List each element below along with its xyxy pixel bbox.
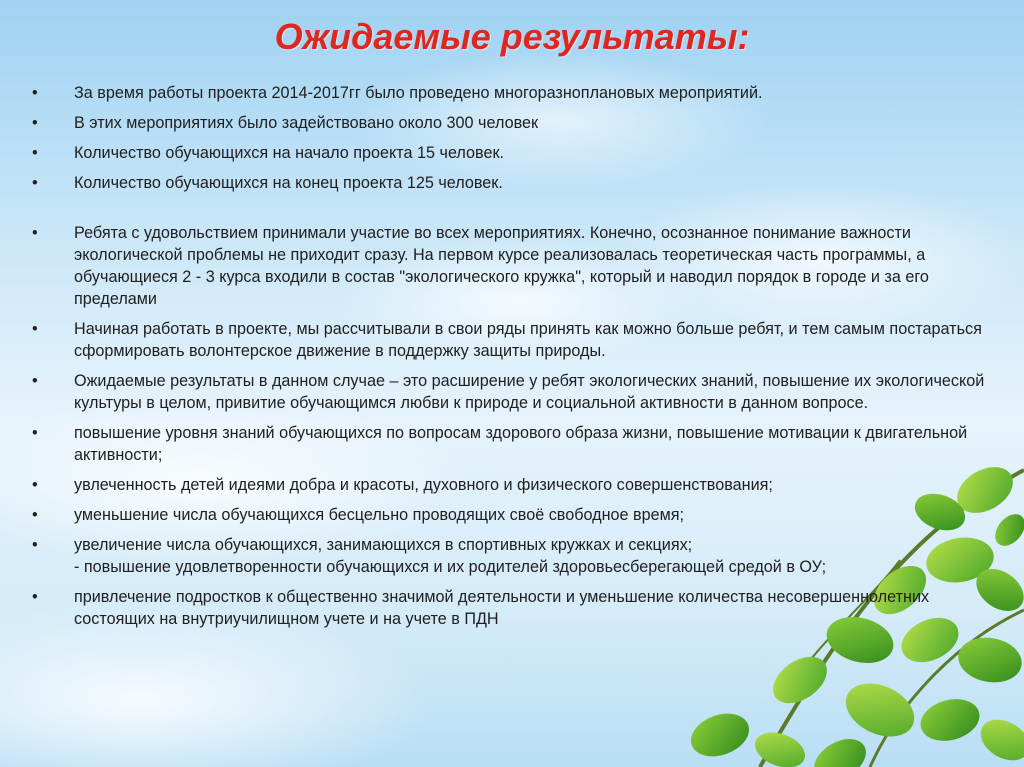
bullet-item: • уменьшение числа обучающихся бесцельно проводящих своё свободное время; — [30, 504, 1010, 526]
bullet-list — [30, 82, 1010, 638]
bullet-item: • Количество обучающихся на начало проекта 15 человек. — [30, 142, 1010, 164]
bullet-item: • Ребята с удовольствием принимали участие во всех мероприятиях. Конечно, осознанное понимание важности экологической проблемы не приходит сразу. На первом курсе реализовалась теоретическая часть программы, а обучающиеся 2 - 3 курса входили в состав "экологического кружка", который и наводил порядок в городе и за его пределами — [30, 222, 1010, 310]
bullet-item-subline: - повышение удовлетворенности обучающихся и их родителей здоровьесберегающей средой в ОУ; — [74, 558, 827, 576]
slide-title: Ожидаемые результаты: — [274, 16, 750, 57]
bullet-item: • Количество обучающихся на конец проекта 125 человек. — [30, 172, 1010, 194]
bullet-item — [30, 534, 1010, 578]
bullet-item: • Начиная работать в проекте, мы рассчитывали в свои ряды принять как можно больше ребят, и тем самым постараться сформировать волонтерское движение в поддержку защиты природы. — [30, 318, 1010, 362]
bullet-item: • Ожидаемые результаты в данном случае – это расширение у ребят экологических знаний, повышение их экологической культуры в целом, привитие обучающимся любви к природе и социальной активности в данном вопросе. — [30, 370, 1010, 414]
bullet-item: • повышение уровня знаний обучающихся по вопросам здорового образа жизни, повышение мотивации к двигательной активности; — [30, 422, 1010, 466]
bullet-item-line: увеличение числа обучающихся, занимающихся в спортивных кружках и секциях; — [74, 536, 693, 554]
bullet-item: • В этих мероприятиях было задействовано около 300 человек — [30, 112, 1010, 134]
bullet-item: • увлеченность детей идеями добра и красоты, духовного и физического совершенствования; — [30, 474, 1010, 496]
bullet-item: • За время работы проекта 2014-2017гг было проведено многоразноплановых мероприятий. — [30, 82, 1010, 104]
bullet-item: • привлечение подростков к общественно значимой деятельности и уменьшение количества несовершеннолетних состоящих на внутриучилищном учете и на учете в ПДН — [30, 586, 1010, 630]
